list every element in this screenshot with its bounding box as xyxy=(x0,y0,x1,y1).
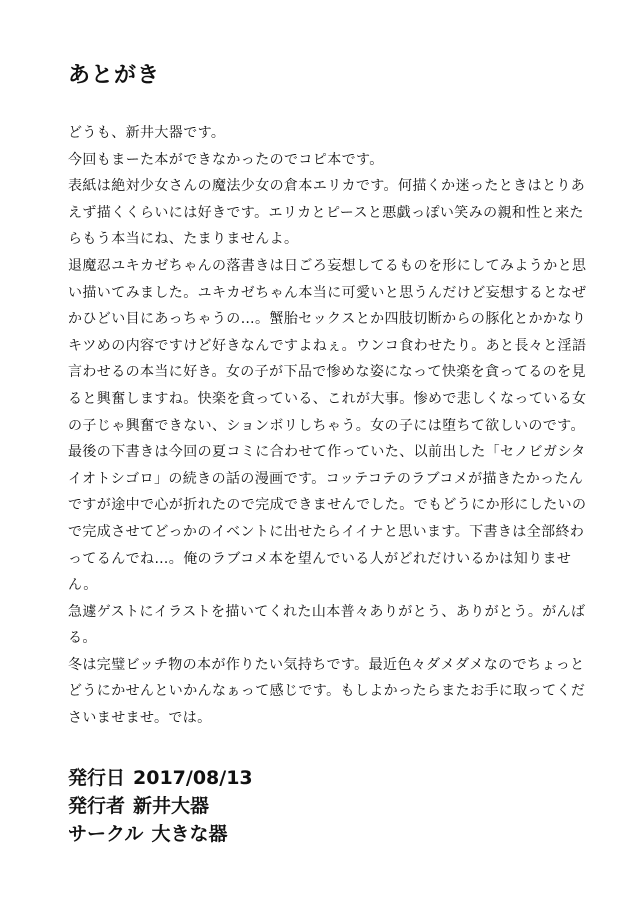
circle-value: 大きな器 xyxy=(151,823,228,845)
paragraph-yukikaze: 退魔忍ユキカゼちゃんの落書きは日ごろ妄想してるものを形にしてみようかと思い描いてみました。ユキカゼちゃん本当に可愛いと思うんだけど妄想するとなぜかひどい目にあっちゃうの…。蟹胎セックスとか四肢切断からの豚化とかかなりキツめの内容ですけど好きなんですよねぇ。ウンコ食わせたり。あと長々と淫語言わせるの本当に好き。女の子が下品で惨めな姿になって快楽を貪ってるのを見ると興奮しますね。快楽を貪っている、これが大事。惨めで悲しくなっている女の子じゃ興奮できない、ションボリしちゃう。女の子には堕ちて欲しいのです。 xyxy=(68,257,587,434)
issue-date-label: 発行日 xyxy=(68,767,126,789)
colophon-circle xyxy=(68,820,588,848)
publisher-label: 発行者 xyxy=(68,795,126,817)
paragraph-greeting: どうも、新井大器です。 xyxy=(68,125,226,141)
publisher-value: 新井大器 xyxy=(133,795,210,817)
colophon-publisher xyxy=(68,792,588,820)
colophon-issue-date xyxy=(68,764,588,792)
paragraph-last-draft: 最後の下書きは今回の夏コミに合わせて作っていた、以前出した「セノビガシタイオトシゴロ」の続きの話の漫画です。コッテコテのラブコメが描きたかったんですが途中で心が折れたので完成できませんでした。でもどうにか形にしたいので完成させてどっかのイベントに出せたらイイナと思います。下書きは全部終わってるんでね…。俺のラブコメ本を望んでいる人がどれだけいるかは知りません。 xyxy=(68,444,587,594)
paragraph-guest-thanks: 急遽ゲストにイラストを描いてくれた山本普々ありがとう、ありがとう。がんばる。 xyxy=(68,603,586,647)
circle-label: サークル xyxy=(68,823,144,845)
paragraph-copy-book: 今回もまーた本ができなかったのでコピ本です。 xyxy=(68,151,384,168)
issue-date-value: 2017/08/13 xyxy=(133,767,253,789)
afterword-body xyxy=(68,120,588,732)
page-title: あとがき xyxy=(68,63,161,88)
paragraph-cover: 表紙は絶対少女さんの魔法少女の倉本エリカです。何描くか迷ったときはとりあえず描くくらいには好きです。エリカとピースと悪戯っぽい笑みの親和性と来たらもう本当にね、たまりませんよ。 xyxy=(68,178,586,248)
colophon xyxy=(68,764,588,848)
paragraph-winter-plans: 冬は完璧ビッチ物の本が作りたい気持ちです。最近色々ダメダメなのでちょっとどうにかせんといかんなぁって感じです。もしよかったらまたお手に取ってくださいませませ。では。 xyxy=(68,656,586,727)
